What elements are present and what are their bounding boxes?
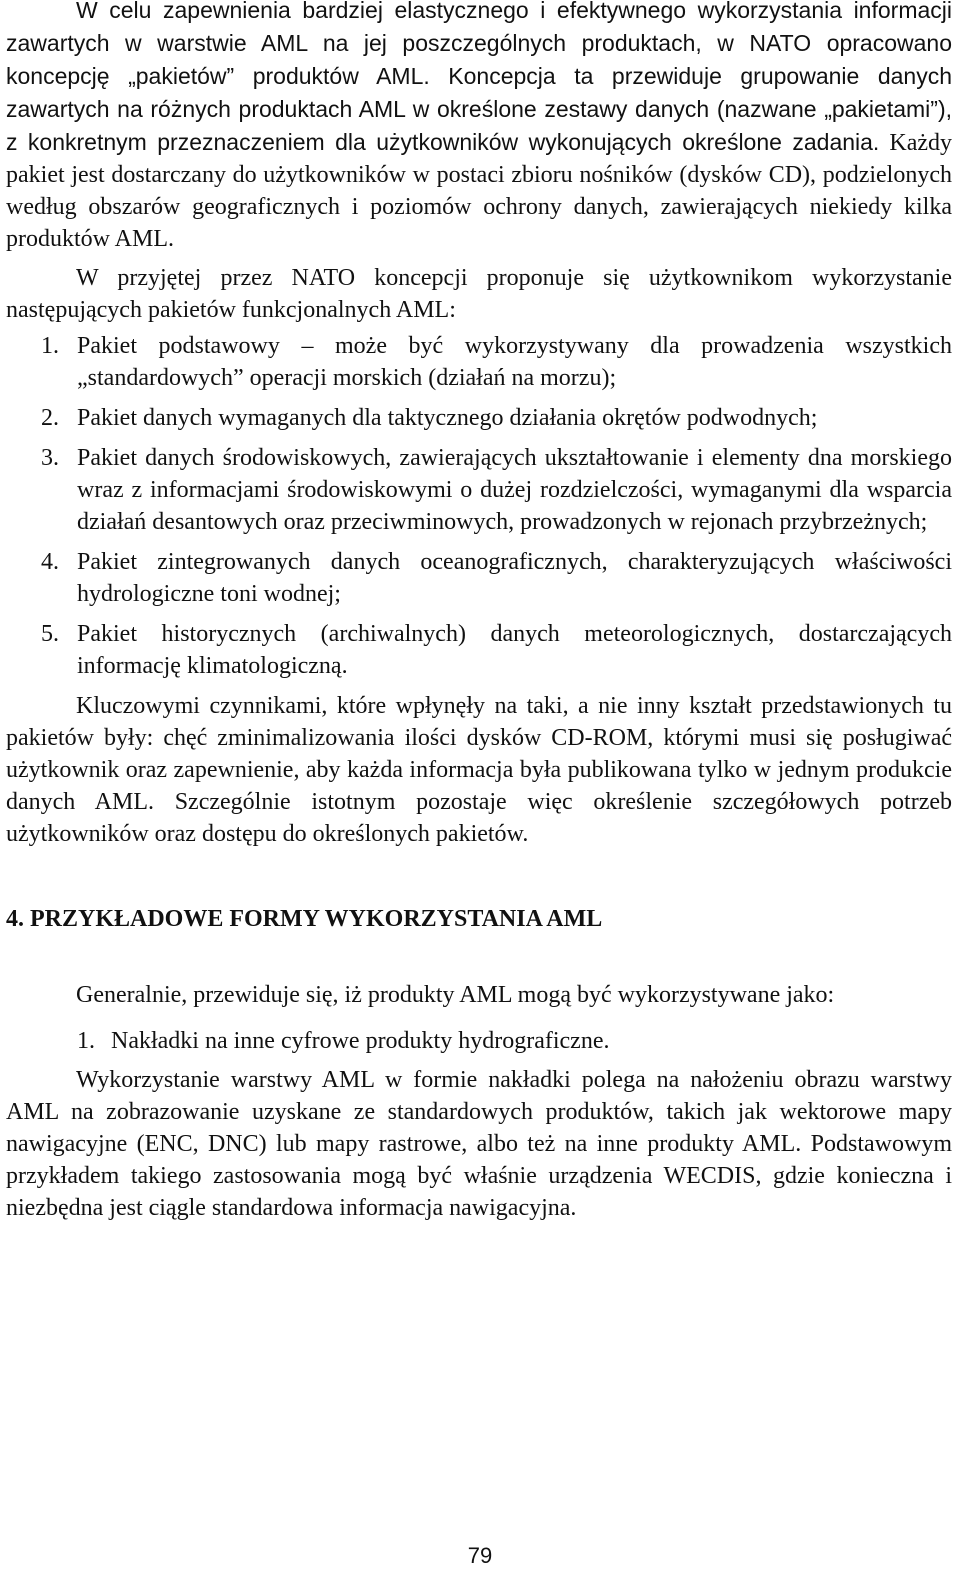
paragraph-sans-part: W celu zapewnienia bardziej elastycznego i efektywnego wykorzystania informacji zawartych w warstwie AML na jej poszczególnych produktach, w NATO opracowano koncepcję „pakietów” produktów AML. Koncepcja ta przewiduje grupowanie danych zawartych na różnych produktach AML w określone zestawy danych (nazwane „pakietami”), z konkretnym przeznaczeniem dla użytkowników wykonujących określone zadania. xyxy=(6,0,952,155)
paragraph-key-factors: Kluczowymi czynnikami, które wpłynęły na taki, a nie inny kształt przedstawionych tu pakietów były: chęć zminimalizowania ilości dysków CD-ROM, którymi musi się posługiwać użytkownik oraz zapewnienie, aby każda informacja była publikowana tylko w jednym produkcie danych AML. Szczególnie istotnym pozostaje więc określenie szczegółowych potrzeb użytkowników oraz dostępu do określonych pakietów. xyxy=(6,693,952,847)
list-item-number: 5. xyxy=(41,621,59,647)
list-item-text: Pakiet danych środowiskowych, zawierających ukształtowanie i elementy dna morskiego wraz z informacjami środowiskowymi o dużej rozdzielczości, wymaganymi dla wsparcia działań desantowych oraz przeciwminowych, prowadzonych w rejonach przybrzeżnych; xyxy=(77,445,952,535)
list-item xyxy=(6,442,952,538)
paragraph-serif-part: Każdy pakiet jest dostarczany do użytkowników w postaci zbioru nośników (dysków CD), podzielonych według obszarów geograficznych i poziomów ochrony danych, zawierających niekiedy kilka produktów AML. xyxy=(6,130,953,252)
paragraph-nato-packages-concept xyxy=(6,0,952,255)
usage-list-item xyxy=(6,1025,952,1057)
list-item-text: Pakiet historycznych (archiwalnych) danych meteorologicznych, dostarczających informację klimatologiczną. xyxy=(77,621,952,679)
usage-item-text: Nakładki na inne cyfrowe produkty hydrograficzne. xyxy=(111,1028,610,1054)
page-number: 79 xyxy=(467,1543,493,1568)
paragraph-proposed-packages: W przyjętej przez NATO koncepcji proponuje się użytkownikom wykorzystanie następujących pakietów funkcjonalnych AML: xyxy=(6,265,952,323)
document-page xyxy=(6,0,952,1224)
list-item xyxy=(6,402,952,434)
list-item-number: 3. xyxy=(41,445,59,471)
functional-packages-list xyxy=(6,330,952,682)
list-item-number: 1. xyxy=(41,333,59,359)
list-item xyxy=(6,330,952,394)
section-heading: 4. PRZYKŁADOWE FORMY WYKORZYSTANIA AML xyxy=(6,906,603,932)
list-item xyxy=(6,546,952,610)
list-item-number: 2. xyxy=(41,405,59,431)
paragraph-usage-intro: Generalnie, przewiduje się, iż produkty AML mogą być wykorzystywane jako: xyxy=(76,982,835,1008)
list-item-text: Pakiet podstawowy – może być wykorzystywany dla prowadzenia wszystkich „standardowych” operacji morskich (działań na morzu); xyxy=(77,333,952,391)
list-item-text: Pakiet danych wymaganych dla taktycznego działania okrętów podwodnych; xyxy=(77,405,818,431)
usage-item-number: 1. xyxy=(77,1028,95,1054)
list-item xyxy=(6,618,952,682)
paragraph-overlay-description: Wykorzystanie warstwy AML w formie nakładki polega na nałożeniu obrazu warstwy AML na zobrazowanie uzyskane ze standardowych produktów, takich jak wektorowe mapy nawigacyjne (ENC, DNC) lub mapy rastrowe, albo też na inne produkty AML. Podstawowym przykładem takiego zastosowania mogą być właśnie urządzenia WECDIS, gdzie konieczna i niezbędna jest ciągle standardowa informacja nawigacyjna. xyxy=(6,1067,952,1221)
list-item-text: Pakiet zintegrowanych danych oceanograficznych, charakteryzujących właściwości hydrologiczne toni wodnej; xyxy=(77,549,952,607)
list-item-number: 4. xyxy=(41,549,59,575)
